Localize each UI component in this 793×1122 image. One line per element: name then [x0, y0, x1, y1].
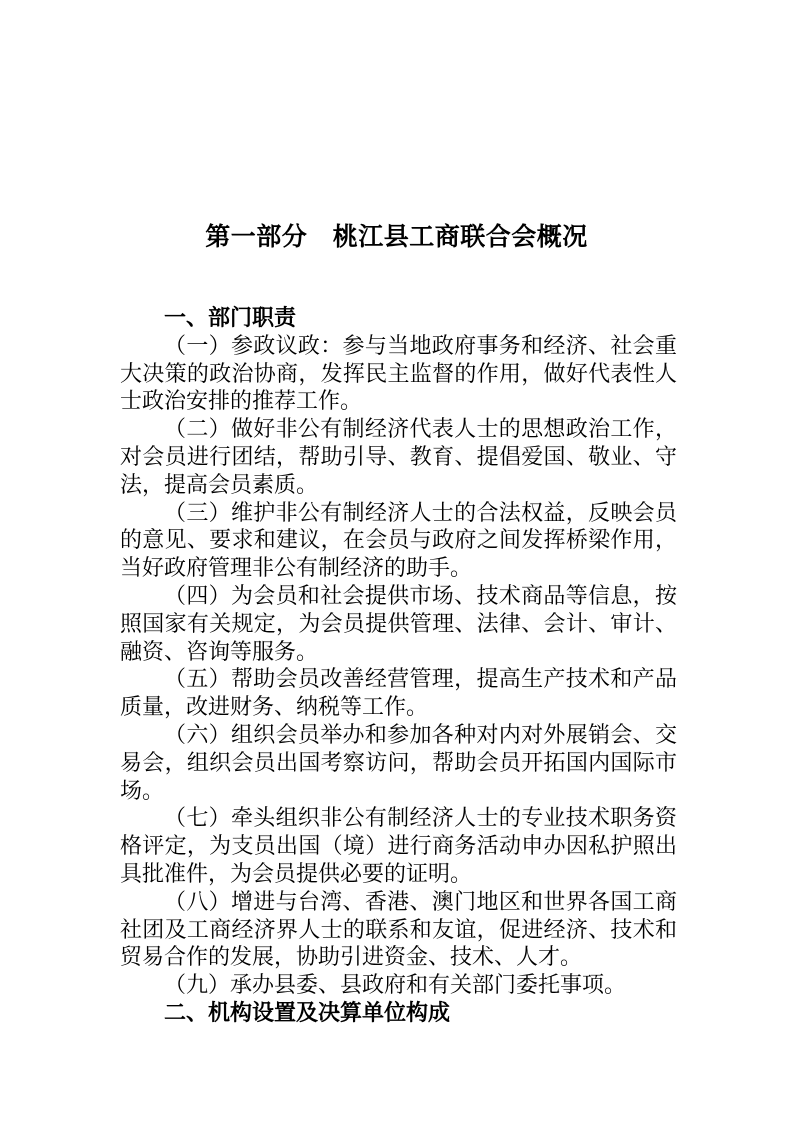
page-title: 第一部分 桃江县工商联合会概况 — [205, 223, 588, 251]
paragraph: （六）组织会员举办和参加各种对内对外展销会、交易会，组织会员出国考察访问，帮助会员开拓国内国际市场。 — [120, 721, 677, 803]
paragraph: （四）为会员和社会提供市场、技术商品等信息，按照国家有关规定，为会员提供管理、法律、会计、审计、融资、咨询等服务。 — [120, 582, 677, 664]
paragraph: （二）做好非公有制经济代表人士的思想政治工作，对会员进行团结，帮助引导、教育、提倡爱国、敬业、守法，提高会员素质。 — [120, 416, 677, 497]
paragraph: （三）维护非公有制经济人士的合法权益，反映会员的意见、要求和建议，在会员与政府之间发挥桥梁作用，当好政府管理非公有制经济的助手。 — [120, 499, 677, 581]
paragraph: （五）帮助会员改善经营管理，提高生产技术和产品质量，改进财务、纳税等工作。 — [120, 666, 677, 720]
section-heading-organization: 二、机构设置及决算单位构成 — [164, 999, 451, 1025]
document-body — [120, 304, 677, 1027]
paragraph: （八）增进与台湾、香港、澳门地区和世界各国工商社团及工商经济界人士的联系和友谊，促进经济、技术和贸易合作的发展，协助引进资金、技术、人才。 — [120, 888, 677, 970]
paragraph: （九）承办县委、县政府和有关部门委托事项。 — [164, 972, 627, 998]
paragraph: （一）参政议政：参与当地政府事务和经济、社会重大决策的政治协商，发挥民主监督的作用，做好代表性人士政治安排的推荐工作。 — [120, 332, 677, 414]
section-heading-responsibilities: 一、部门职责 — [164, 305, 297, 330]
paragraph: （七）牵头组织非公有制经济人士的专业技术职务资格评定，为支员出国（境）进行商务活动申办因私护照出具批准件，为会员提供必要的证明。 — [120, 805, 677, 886]
